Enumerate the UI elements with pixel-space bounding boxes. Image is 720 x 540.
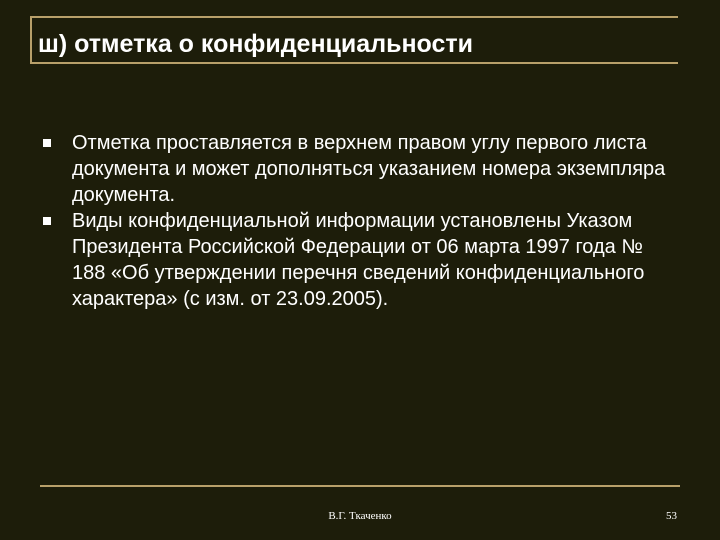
bullet-text: Виды конфиденциальной информации установлены Указом Президента Российской Федерации от 06 марта 1997 года № 188 «Об утверждении перечня сведений конфиденциального характера» (с изм. от 23.09.2005).: [72, 210, 645, 310]
bullet-item-confidential-info-types: [40, 208, 680, 312]
footer-divider: [40, 485, 680, 487]
square-bullet-icon: [43, 217, 51, 225]
footer-author: В.Г. Ткаченко: [328, 510, 392, 522]
square-bullet-icon: [43, 139, 51, 147]
bullet-item-marking-location: [40, 130, 680, 208]
bullet-list: [40, 130, 680, 312]
bullet-text: Отметка проставляется в верхнем правом углу первого листа документа и может дополняться указанием номера экземпляра документа.: [72, 132, 666, 206]
slide-title: ш) отметка о конфиденциальности: [38, 30, 474, 58]
page-number: 53: [666, 510, 677, 522]
